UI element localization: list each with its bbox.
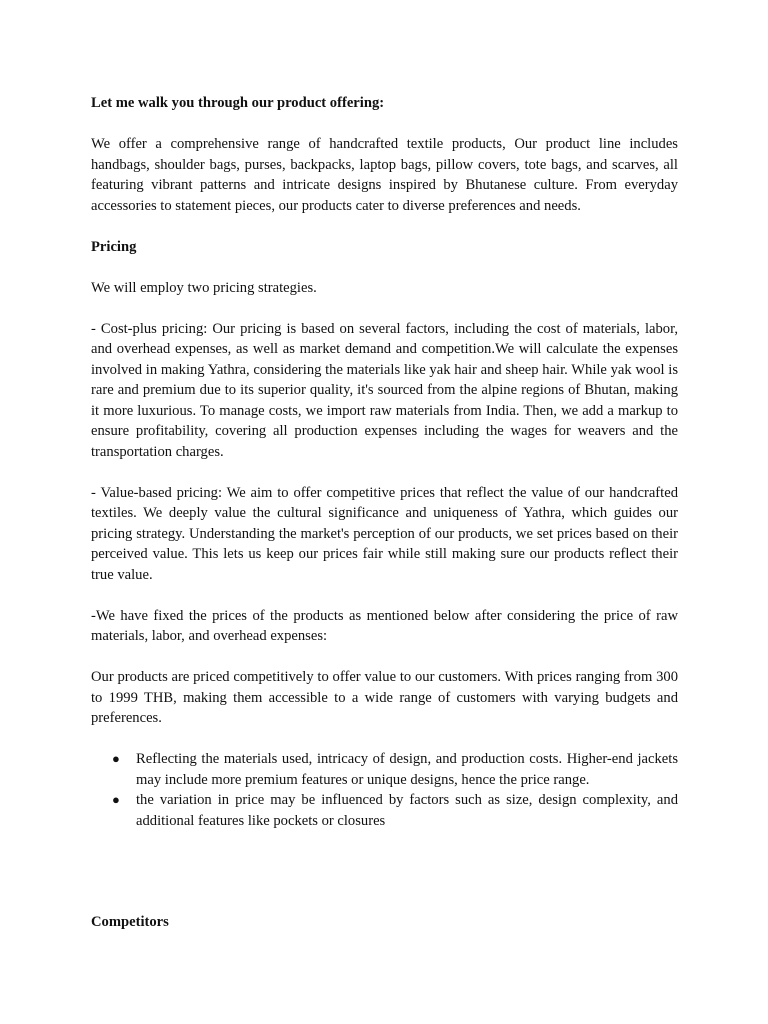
bullet-icon: ● xyxy=(112,792,120,807)
value-based-paragraph: - Value-based pricing: We aim to offer competitive prices that reflect the value of our handcrafted textiles. We deeply value the cultural significance and uniqueness of Yathra, which guides our pricing strategy. Understanding the market's perception of our products, we set prices based on their perceived value. This lets us keep our prices fair while still making sure our products reflect their true value. xyxy=(91,484,678,583)
list-item xyxy=(91,790,678,831)
document-body xyxy=(91,93,678,831)
bullet-icon: ● xyxy=(112,751,120,766)
fixed-prices-paragraph: -We have fixed the prices of the products as mentioned below after considering the price of raw materials, labor, and overhead expenses: xyxy=(91,607,678,644)
list-item-text: Reflecting the materials used, intricacy of design, and production costs. Higher-end jackets may include more premium features or unique designs, hence the price range. xyxy=(136,751,678,788)
cost-plus-paragraph: - Cost-plus pricing: Our pricing is based on several factors, including the cost of materials, labor, and overhead expenses, as well as market demand and competition.We will calculate the expenses involved in making Yathra, considering the materials like yak hair and sheep hair. While yak wool is rare and premium due to its superior quality, it's sourced from the alpine regions of Bhutan, making it more luxurious. To manage costs, we import raw materials from India. Then, we add a markup to ensure profitability, covering all production expenses including the wages for weavers and the transportation charges. xyxy=(91,320,678,460)
intro-heading: Let me walk you through our product offering: xyxy=(91,95,385,111)
intro-paragraph: We offer a comprehensive range of handcrafted textile products, Our product line includes handbags, shoulder bags, purses, backpacks, laptop bags, pillow covers, tote bags, and scarves, all featuring vibrant patterns and intricate designs inspired by Bhutanese culture. From everyday accessories to statement pieces, our products cater to diverse preferences and needs. xyxy=(91,136,678,214)
pricing-heading: Pricing xyxy=(91,238,137,255)
price-notes-list xyxy=(91,749,678,831)
price-range-paragraph: Our products are priced competitively to offer value to our customers. With prices ranging from 300 to 1999 THB, making them accessible to a wide range of customers with varying budgets and preferences. xyxy=(91,669,678,726)
competitors-heading: Competitors xyxy=(91,914,169,930)
list-item-text: the variation in price may be influenced by factors such as size, design complexity, and additional features like pockets or closures xyxy=(136,792,678,829)
list-item xyxy=(91,749,678,790)
pricing-intro: We will employ two pricing strategies. xyxy=(91,279,317,296)
